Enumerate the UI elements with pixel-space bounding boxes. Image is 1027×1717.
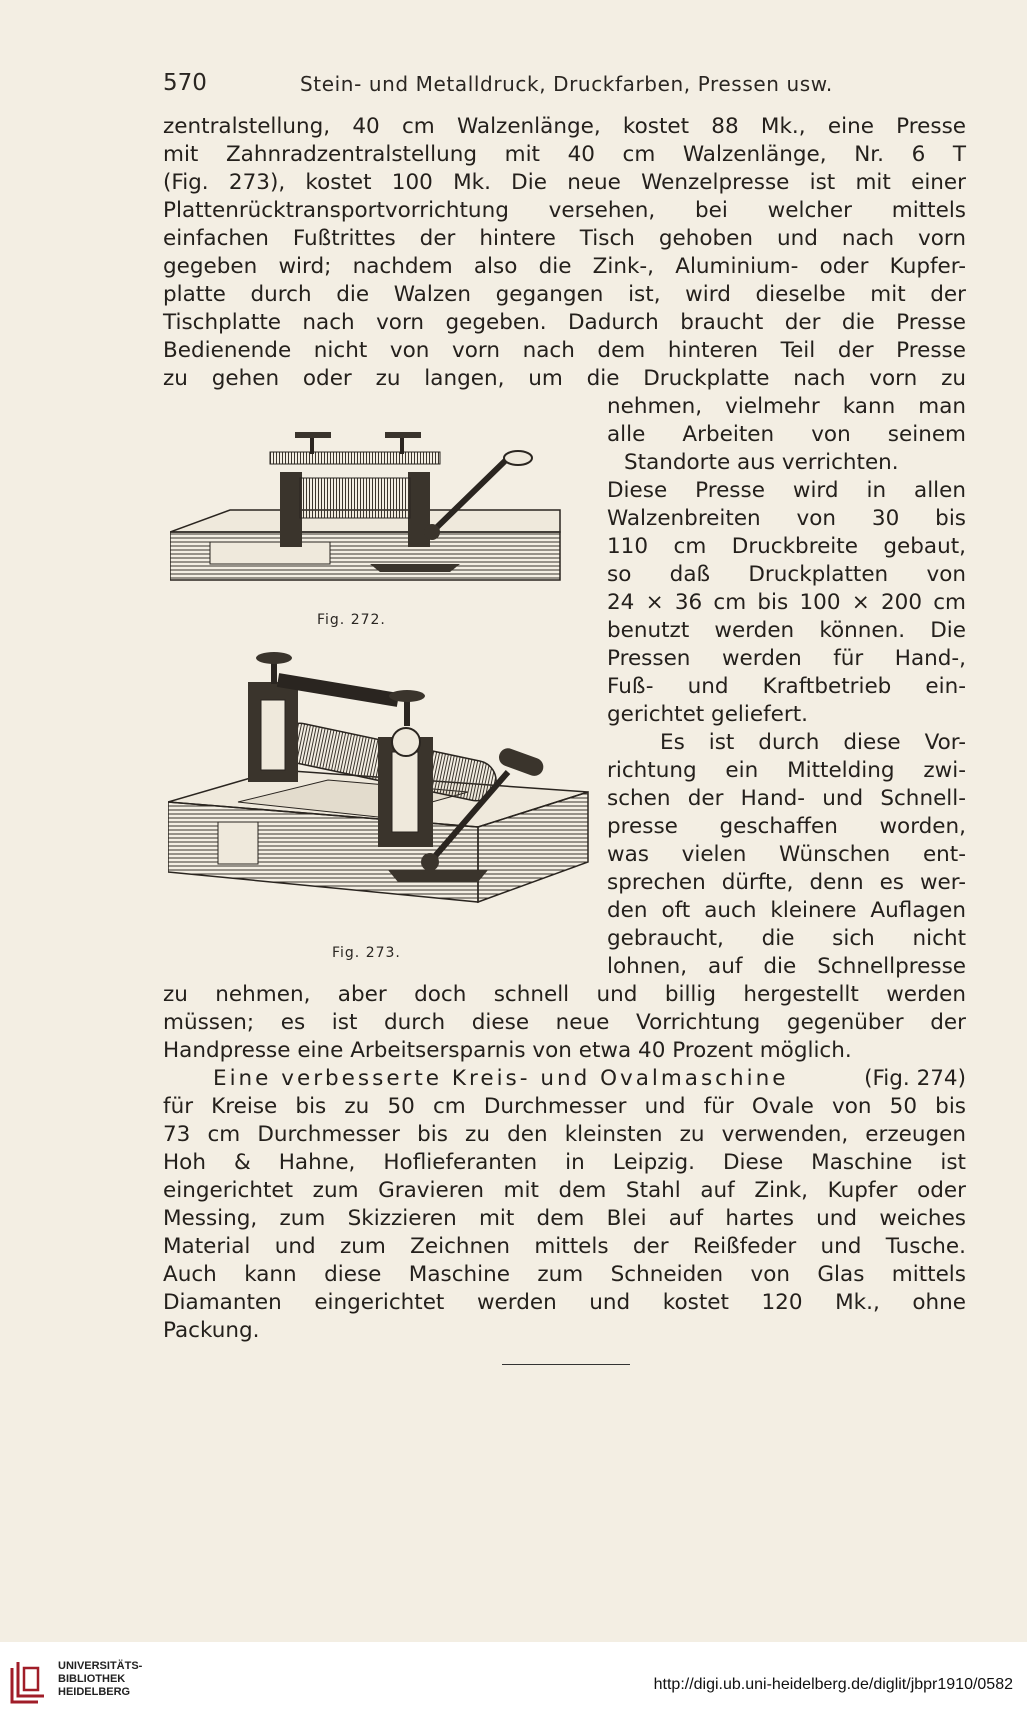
spaced-emphasis: Eine verbesserte Kreis- und Ovalmaschine	[213, 1066, 789, 1091]
page-header	[163, 70, 963, 102]
text-line: Auch kann diese Maschine zum Schneiden von Glas mittels	[163, 1262, 966, 1287]
text-line: platte durch die Walzen gegangen ist, wird dieselbe mit der	[163, 282, 966, 307]
text-line: Hoh & Hahne, Hoflieferanten in Leipzig. Diese Maschine ist	[163, 1150, 966, 1175]
text-line	[213, 1065, 966, 1093]
running-title: Stein- und Metalldruck, Druckfarben, Pressen usw.	[300, 72, 833, 96]
text-line: Diamanten eingerichtet werden und kostet 120 Mk., ohne	[163, 1290, 966, 1315]
university-library-logo-icon	[8, 1658, 46, 1704]
text-line: mit Zahnradzentralstellung mit 40 cm Walzenlänge, Nr. 6 T	[163, 142, 966, 167]
text-line: gerichtet geliefert.	[607, 702, 809, 727]
text-line: einfachen Fußtrittes der hintere Tisch gehoben und nach vorn	[163, 226, 966, 251]
end-rule	[502, 1364, 630, 1365]
figure-273-caption: Fig. 273.	[332, 945, 401, 961]
text-line: 24 × 36 cm bis 100 × 200 cm	[607, 590, 966, 615]
text-line: Plattenrücktransportvorrichtung versehen, bei welcher mittels	[163, 198, 966, 223]
text-line: Tischplatte nach vorn gegeben. Dadurch braucht der die Presse	[163, 310, 966, 335]
text-line: Material und zum Zeichnen mittels der Reißfeder und Tusche.	[163, 1234, 966, 1259]
text-line: gegeben wird; nachdem also die Zink-, Aluminium- oder Kupfer-	[163, 254, 966, 279]
text-line: zentralstellung, 40 cm Walzenlänge, kostet 88 Mk., eine Presse	[163, 114, 966, 139]
text-line: den oft auch kleinere Auflagen	[607, 898, 966, 923]
figure-272-press-illustration	[170, 432, 580, 612]
institution-line: UNIVERSITÄTS-	[58, 1660, 143, 1672]
text-line: Diese Presse wird in allen	[607, 478, 966, 503]
text-line: müssen; es ist durch diese neue Vorrichtung gegenüber der	[163, 1010, 966, 1035]
institution-line: BIBLIOTHEK	[58, 1673, 126, 1685]
text-line: für Kreise bis zu 50 cm Durchmesser und für Ovale von 50 bis	[163, 1094, 966, 1119]
text-line: so daß Druckplatten von	[607, 562, 966, 587]
text-line: 73 cm Durchmesser bis zu den kleinsten zu verwenden, erzeugen	[163, 1122, 966, 1147]
text-line: Bedienende nicht von vorn nach dem hinteren Teil der Presse	[163, 338, 966, 363]
text-line: Fuß- und Kraftbetrieb ein-	[607, 674, 966, 699]
text-line: Walzenbreiten von 30 bis	[607, 506, 966, 531]
text-line: alle Arbeiten von seinem	[607, 422, 966, 447]
text-line: presse geschaffen worden,	[607, 814, 966, 839]
text-line: zu nehmen, aber doch schnell und billig hergestellt werden	[163, 982, 966, 1007]
text-line: Handpresse eine Arbeitsersparnis von etwa 40 Prozent möglich.	[163, 1038, 852, 1063]
text-line: was vielen Wünschen ent-	[607, 842, 966, 867]
text-line: sprechen dürfte, denn es wer-	[607, 870, 966, 895]
text-line: Packung.	[163, 1318, 260, 1343]
text-line: richtung ein Mittelding zwi-	[607, 758, 966, 783]
figure-reference: (Fig. 274)	[864, 1066, 966, 1091]
text-line: Pressen werden für Hand-,	[607, 646, 966, 671]
institution-name	[58, 1660, 142, 1699]
text-line: lohnen, auf die Schnellpresse	[607, 954, 966, 979]
text-line: schen der Hand- und Schnell-	[607, 786, 966, 811]
text-line: benutzt werden können. Die	[607, 618, 966, 643]
text-line: 110 cm Druckbreite gebaut,	[607, 534, 966, 559]
text-line: (Fig. 273), kostet 100 Mk. Die neue Wenzelpresse ist mit einer	[163, 170, 966, 195]
figure-273-press-illustration	[168, 652, 592, 937]
text-line: nehmen, vielmehr kann man	[607, 394, 966, 419]
text-line: eingerichtet zum Gravieren mit dem Stahl auf Zink, Kupfer oder	[163, 1178, 966, 1203]
figure-272-caption: Fig. 272.	[317, 612, 386, 628]
text-line: zu gehen oder zu langen, um die Druckplatte nach vorn zu	[163, 366, 966, 391]
text-line: gebraucht, die sich nicht	[607, 926, 966, 951]
institution-line: HEIDELBERG	[58, 1686, 131, 1698]
text-line: Messing, zum Skizzieren mit dem Blei auf hartes und weiches	[163, 1206, 966, 1231]
source-url-link[interactable]: http://digi.ub.uni-heidelberg.de/diglit/jbpr1910/0582	[653, 1676, 1013, 1693]
text-line: Standorte aus verrichten.	[624, 450, 899, 475]
text-line: Es ist durch diese Vor-	[660, 730, 966, 755]
page-number: 570	[163, 70, 207, 96]
